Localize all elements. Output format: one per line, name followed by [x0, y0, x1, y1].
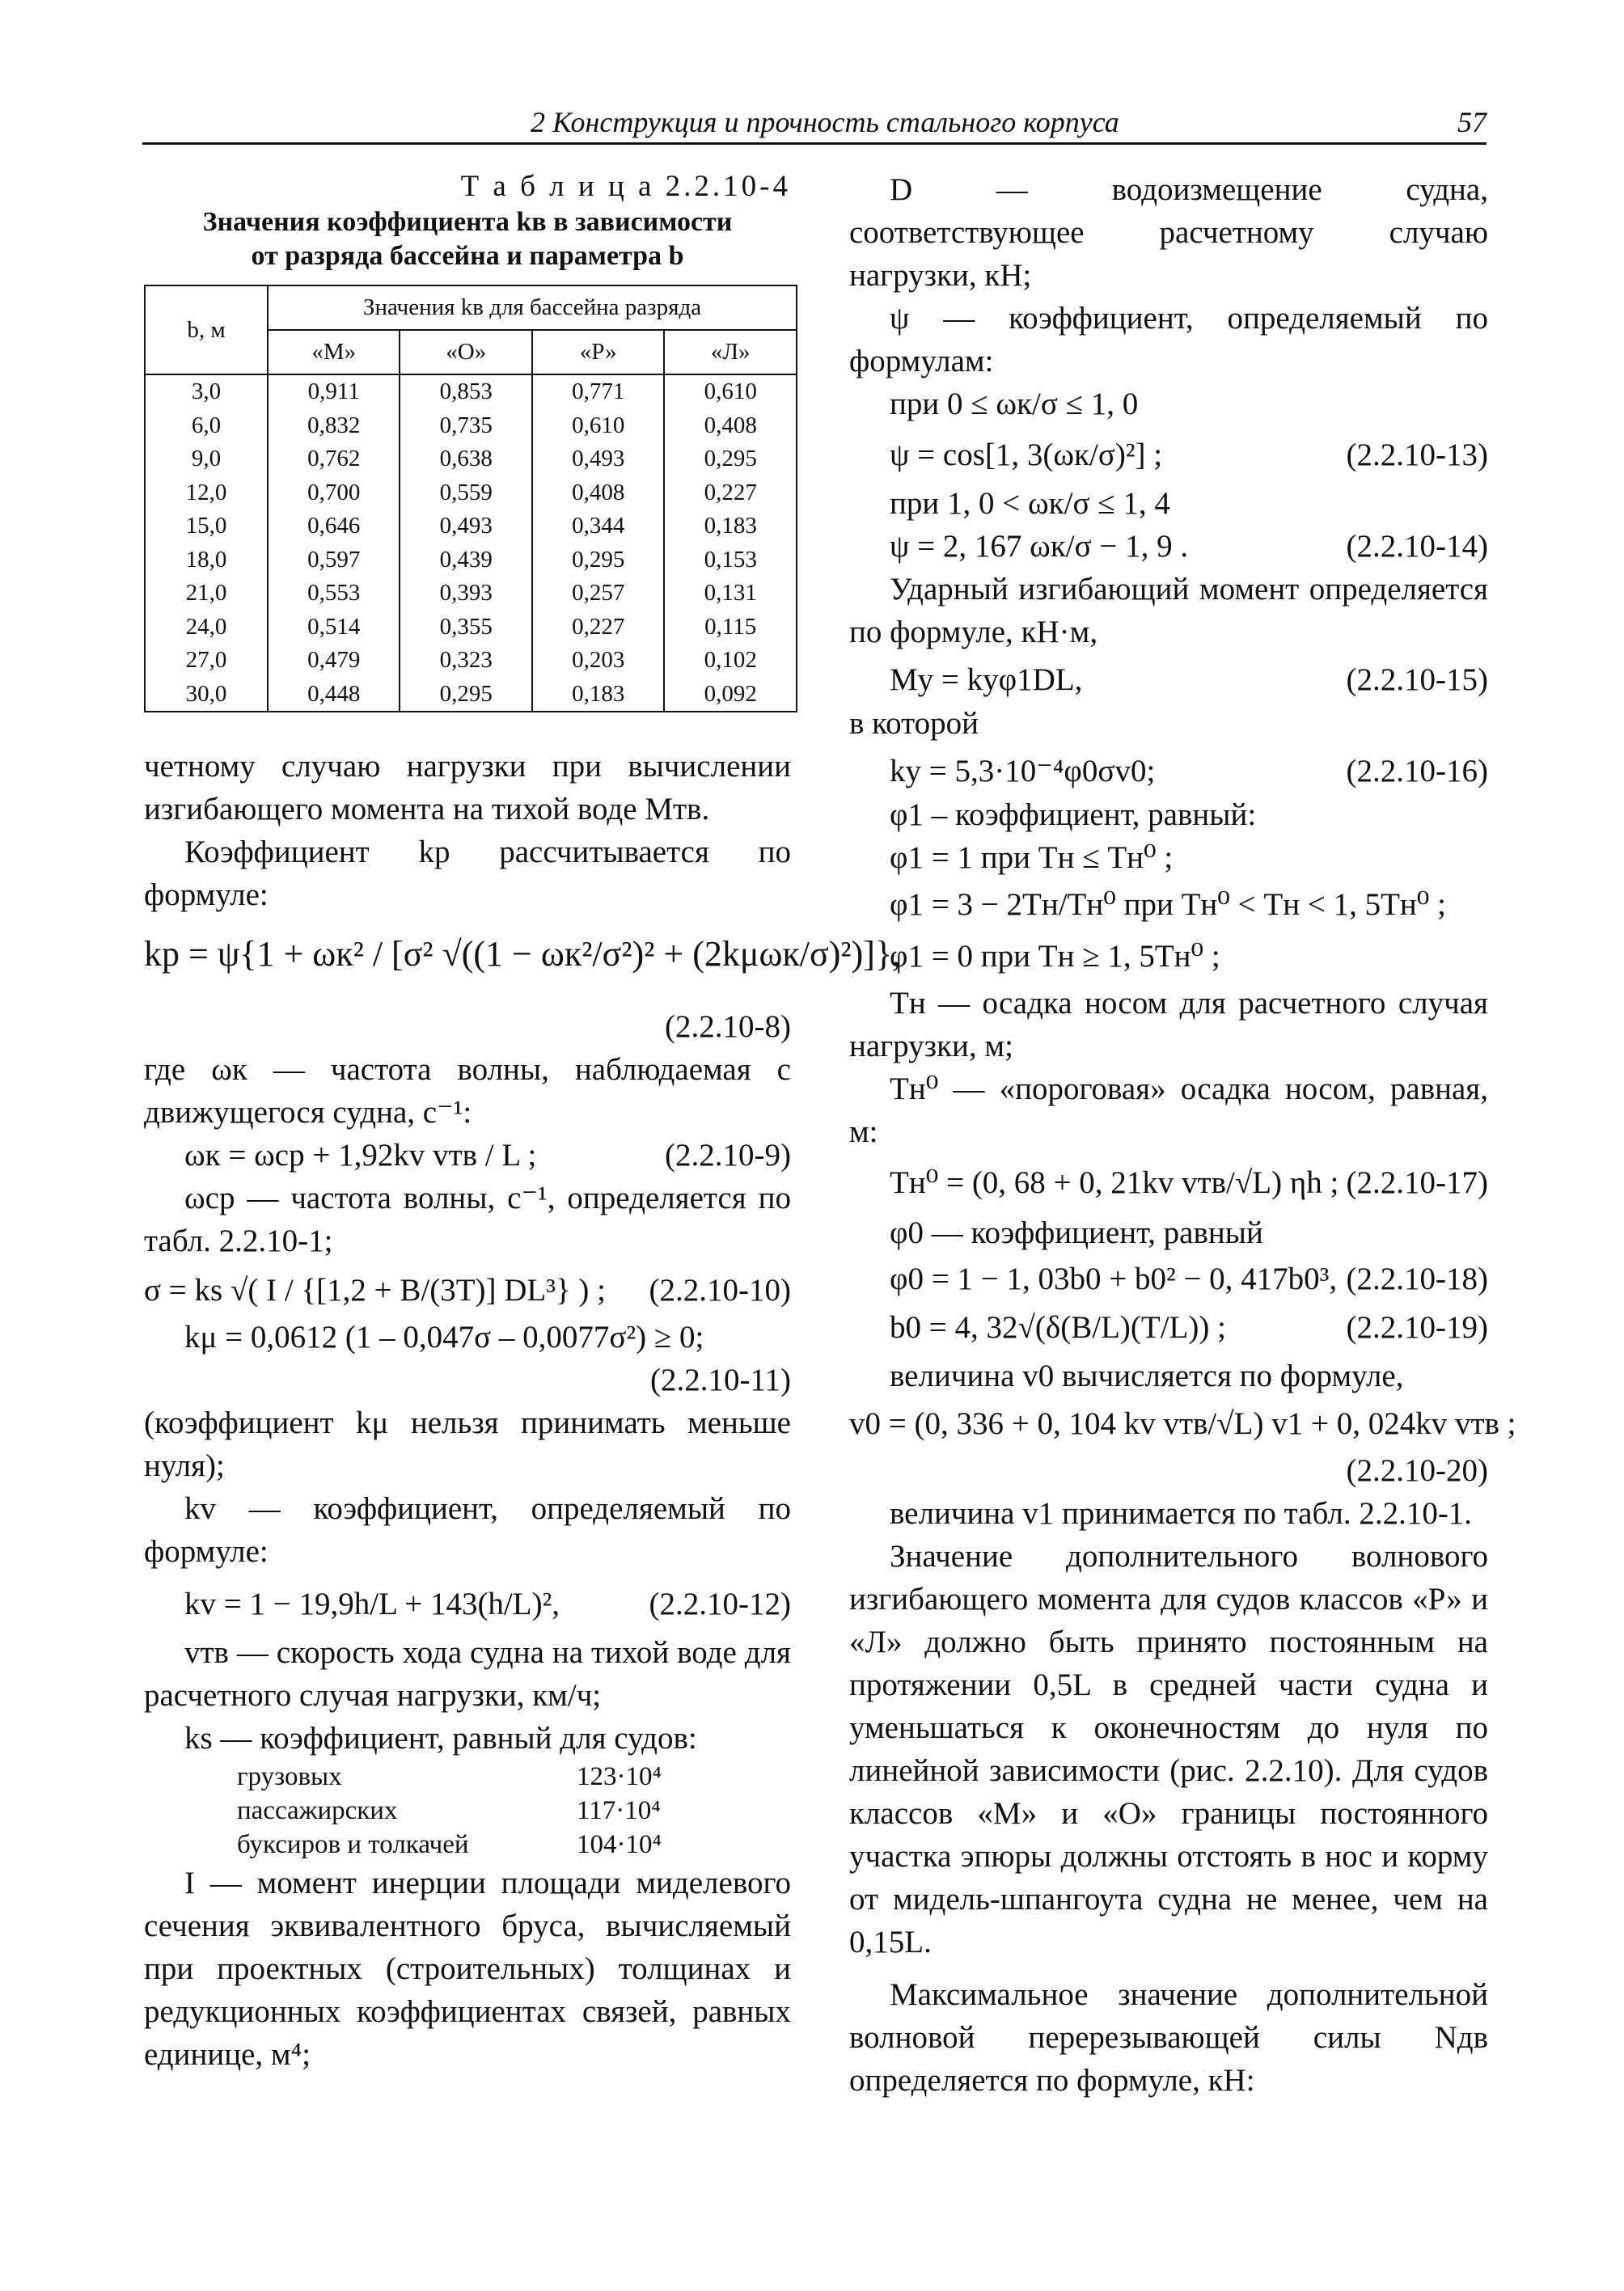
condition-2 [849, 482, 1488, 525]
paragraph-tn0: Tн⁰ — «пороговая» осадка носом, равная, м: [849, 1072, 1488, 1149]
paragraph-phi0: φ0 — коэффициент, равный [890, 1215, 1263, 1250]
equation-18 [849, 1254, 1488, 1303]
cell-kv-value: 0,092 [664, 678, 797, 712]
equation-9 [144, 1134, 791, 1177]
paragraph-intro: четному случаю нагрузки при вычислении изгибающего момента на тихой воде Mтв. [144, 749, 791, 826]
equation-10 [144, 1262, 791, 1316]
cell-kv-value: 0,479 [268, 644, 400, 678]
equation-18-formula: φ0 = 1 − 1, 03b0 + b0² − 0, 417b0³, [890, 1262, 1338, 1296]
paragraph-inertia: I — момент инерции площади миделевого сечения эквивалентного бруса, вычисляемый при проектных (строительных) толщинах и редукционных коэффициентах связей, равных единице, м⁴; [144, 1866, 791, 2072]
equation-15-formula: Mу = kуφ1DL, [890, 662, 1083, 697]
cell-kv-value: 0,408 [532, 476, 664, 510]
header-class-l: «Л» [664, 330, 797, 374]
equation-16-formula: kу = 5,3·10⁻⁴φ0σv0; [890, 754, 1156, 788]
ks-item [237, 1828, 690, 1862]
cell-kv-value: 0,257 [532, 577, 664, 611]
ks-item-value: 123·10⁴ [577, 1762, 662, 1791]
equation-20-formula: v0 = (0, 336 + 0, 104 kv vтв/√L) v1 + 0, 024kv vтв ; [849, 1406, 1516, 1441]
cell-b-value: 27,0 [145, 644, 268, 678]
ks-item-value: 117·10⁴ [577, 1796, 661, 1825]
equation-8 [144, 916, 901, 1005]
cell-b-value: 30,0 [145, 678, 268, 712]
cell-b-value: 24,0 [145, 611, 268, 645]
paragraph-tn: Tн — осадка носом для расчетного случая нагрузки, м; [849, 986, 1488, 1063]
table-row [145, 442, 797, 476]
cell-kv-value: 0,295 [664, 442, 797, 476]
table-row [145, 543, 797, 577]
cell-b-value: 9,0 [145, 442, 268, 476]
cell-kv-value: 0,131 [664, 577, 797, 611]
phi1-case-b [849, 883, 1488, 935]
equation-19 [849, 1303, 1488, 1355]
paragraph-impact-moment: Ударный изгибающий момент определяется по формуле, кН·м, [849, 572, 1488, 649]
header-group: Значения kв для бассейна разряда [268, 285, 797, 330]
cell-b-value: 6,0 [145, 409, 268, 443]
ks-item-label: буксиров и толкачей [237, 1830, 469, 1859]
left-column [144, 168, 901, 2076]
equation-11 [144, 1316, 791, 1359]
equation-9-formula: ωк = ωср + 1,92kv vтв / L ; [184, 1138, 537, 1173]
cell-kv-value: 0,771 [532, 374, 664, 409]
cell-kv-value: 0,183 [532, 678, 664, 712]
ks-item-label: грузовых [237, 1762, 342, 1791]
cell-kv-value: 0,832 [268, 409, 400, 443]
equation-17-number: (2.2.10-17) [1346, 1165, 1488, 1200]
cell-kv-value: 0,493 [400, 509, 531, 543]
table-row [145, 409, 797, 443]
cell-kv-value: 0,448 [268, 678, 400, 712]
equation-12 [144, 1573, 791, 1631]
cell-kv-value: 0,203 [532, 644, 664, 678]
ks-item [237, 1794, 690, 1828]
equation-11-formula: kμ = 0,0612 (1 – 0,047σ – 0,0077σ²) ≥ 0; [184, 1320, 704, 1355]
header-class-o: «О» [400, 330, 531, 374]
cell-b-value: 18,0 [145, 543, 268, 577]
cell-kv-value: 0,102 [664, 644, 797, 678]
cell-kv-value: 0,610 [664, 374, 797, 409]
equation-17 [849, 1153, 1488, 1211]
paragraph-omega: где ωк — частота волны, наблюдаемая с движущегося судна, с⁻¹: [144, 1052, 791, 1130]
table-row [145, 374, 797, 409]
equation-8-formula: kр = ψ{1 + ωк² / [σ² √((1 − ωк²/σ²)² + (2kμωк/σ)²)]}, [144, 934, 901, 974]
equation-15-number: (2.2.10-15) [1346, 662, 1488, 697]
equation-20 [849, 1397, 1516, 1449]
cell-kv-value: 0,493 [532, 442, 664, 476]
cell-kv-value: 0,183 [664, 509, 797, 543]
header-b: b, м [145, 285, 268, 374]
cell-kv-value: 0,597 [268, 543, 400, 577]
kv-table-body [145, 374, 797, 712]
equation-19-formula: b0 = 4, 32√(δ(B/L)(T/L)) ; [890, 1310, 1226, 1345]
equation-12-formula: kv = 1 − 19,9h/L + 143(h/L)², [184, 1587, 560, 1621]
equation-11-number: (2.2.10-11) [649, 1363, 791, 1397]
equation-9-number: (2.2.10-9) [665, 1138, 791, 1173]
ks-item-label: пассажирских [237, 1796, 398, 1825]
cell-kv-value: 0,115 [664, 611, 797, 645]
table-title-line1: Значения коэффициента kв в зависимости [202, 207, 733, 237]
paragraph-kp: Коэффициент kр рассчитывается по формуле: [144, 835, 791, 912]
equation-8-number: (2.2.10-8) [665, 1009, 791, 1044]
table-row [145, 577, 797, 611]
cell-kv-value: 0,559 [400, 476, 531, 510]
cell-kv-value: 0,408 [664, 409, 797, 443]
paragraph-ks: ks — коэффициент, равный для судов: [184, 1721, 697, 1756]
equation-17-formula: Tн⁰ = (0, 68 + 0, 21kv vтв/√L) ηh ; [890, 1165, 1339, 1200]
cell-kv-value: 0,344 [532, 509, 664, 543]
table-row [145, 611, 797, 645]
cell-kv-value: 0,323 [400, 644, 531, 678]
cell-kv-value: 0,762 [268, 442, 400, 476]
phi1-case-c [849, 935, 1488, 982]
paragraph-psi: ψ — коэффициент, определяемый по формулам: [849, 301, 1488, 378]
cell-kv-value: 0,355 [400, 611, 531, 645]
equation-13-formula: ψ = cos[1, 3(ωк/σ)²] ; [890, 437, 1163, 472]
cell-kv-value: 0,153 [664, 543, 797, 577]
right-column [849, 168, 1516, 2102]
paragraph-kmu-note: (коэффициент kμ нельзя принимать меньше нуля); [144, 1405, 791, 1483]
cell-kv-value: 0,911 [268, 374, 400, 409]
cell-kv-value: 0,295 [400, 678, 531, 712]
condition-1-text: при 0 ≤ ωк/σ ≤ 1, 0 [890, 387, 1139, 421]
equation-14-formula: ψ = 2, 167 ωк/σ − 1, 9 . [890, 529, 1189, 564]
equation-14-number: (2.2.10-14) [1346, 529, 1488, 564]
cell-kv-value: 0,295 [532, 543, 664, 577]
paragraph-omega-cp: ωср — частота волны, с⁻¹, определяется по табл. 2.2.10-1; [144, 1181, 791, 1258]
cell-b-value: 12,0 [145, 476, 268, 510]
paragraph-kv: kv — коэффициент, определяемый по формуле: [144, 1491, 791, 1569]
cell-kv-value: 0,610 [532, 409, 664, 443]
paragraph-additional-moment: Значение дополнительного волнового изгибающего момента для судов классов «Р» и «Л» должно быть принято постоянным на протяжении 0,5L в средней части судна и уменьшаться к оконечностям до нуля по линейной зависимости (рис. 2.2.10). Для судов классов «М» и «О» границы постоянного участка эпюры должны отстоять в нос и корму от мидель-шпангоута судна не менее, чем на 0,15L. [849, 1539, 1488, 1959]
equation-10-number: (2.2.10-10) [649, 1273, 791, 1308]
equation-15 [849, 653, 1488, 702]
cell-kv-value: 0,227 [664, 476, 797, 510]
kv-table [144, 285, 797, 712]
condition-2-text: при 1, 0 < ωк/σ ≤ 1, 4 [890, 486, 1170, 521]
phi1-case-a [849, 836, 1488, 883]
paragraph-displacement: D — водоизмещение судна, соответствующее расчетному случаю нагрузки, кН; [849, 172, 1488, 293]
equation-14 [849, 525, 1488, 568]
equation-13 [849, 425, 1488, 482]
ks-item [237, 1760, 690, 1794]
paragraph-phi1: φ1 – коэффициент, равный: [890, 797, 1257, 832]
table-row [145, 509, 797, 543]
paragraph-v1: величина v1 принимается по табл. 2.2.10-1. [890, 1496, 1473, 1531]
cell-kv-value: 0,439 [400, 543, 531, 577]
paragraph-vtv: vтв — скорость хода судна на тихой воде для расчетного случая нагрузки, км/ч; [144, 1635, 791, 1713]
cell-kv-value: 0,393 [400, 577, 531, 611]
equation-10-formula: σ = ks √( I / {[1,2 + B/(3T)] DL³} ) ; [144, 1273, 606, 1308]
ks-list [144, 1760, 791, 1862]
phi1-case-c-text: φ1 = 0 при Tн ≥ 1, 5Tн⁰ ; [890, 939, 1220, 974]
cell-kv-value: 0,700 [268, 476, 400, 510]
cell-kv-value: 0,553 [268, 577, 400, 611]
running-header [142, 104, 1487, 145]
paragraph-v0: величина v0 вычисляется по формуле, [890, 1359, 1404, 1393]
condition-1 [849, 383, 1488, 425]
running-title: 2 Конструкция и прочность стального корпуса [531, 106, 1119, 138]
header-class-m: «М» [268, 330, 400, 374]
cell-kv-value: 0,638 [400, 442, 531, 476]
cell-kv-value: 0,514 [268, 611, 400, 645]
paragraph-where: в которой [849, 706, 979, 741]
paragraph-shear-force: Максимальное значение дополнительной волновой перерезывающей силы Nдв определяется по формуле, кН: [849, 1977, 1488, 2098]
equation-16 [849, 745, 1488, 793]
cell-kv-value: 0,735 [400, 409, 531, 443]
cell-b-value: 21,0 [145, 577, 268, 611]
cell-b-value: 15,0 [145, 509, 268, 543]
cell-kv-value: 0,646 [268, 509, 400, 543]
equation-12-number: (2.2.10-12) [649, 1587, 791, 1621]
ks-item-value: 104·10⁴ [577, 1830, 662, 1859]
equation-18-number: (2.2.10-18) [1346, 1262, 1488, 1296]
table-row [145, 476, 797, 510]
table-row [145, 644, 797, 678]
cell-kv-value: 0,227 [532, 611, 664, 645]
cell-kv-value: 0,853 [400, 374, 531, 409]
cell-b-value: 3,0 [145, 374, 268, 409]
table-title-line2: от разряда бассейна и параметра b [251, 241, 684, 271]
equation-13-number: (2.2.10-13) [1346, 437, 1488, 472]
table-row [145, 678, 797, 712]
equation-20-number: (2.2.10-20) [1346, 1453, 1488, 1488]
header-class-r: «Р» [532, 330, 664, 374]
page-number: 57 [1457, 106, 1487, 138]
phi1-case-b-text: φ1 = 3 − 2Tн/Tн⁰ при Tн⁰ < Tн < 1, 5Tн⁰ ; [890, 887, 1447, 922]
table-label: Т а б л и ц а 2.2.10-4 [460, 170, 791, 203]
equation-19-number: (2.2.10-19) [1346, 1310, 1488, 1345]
equation-16-number: (2.2.10-16) [1346, 754, 1488, 788]
phi1-case-a-text: φ1 = 1 при Tн ≤ Tн⁰ ; [890, 840, 1174, 875]
